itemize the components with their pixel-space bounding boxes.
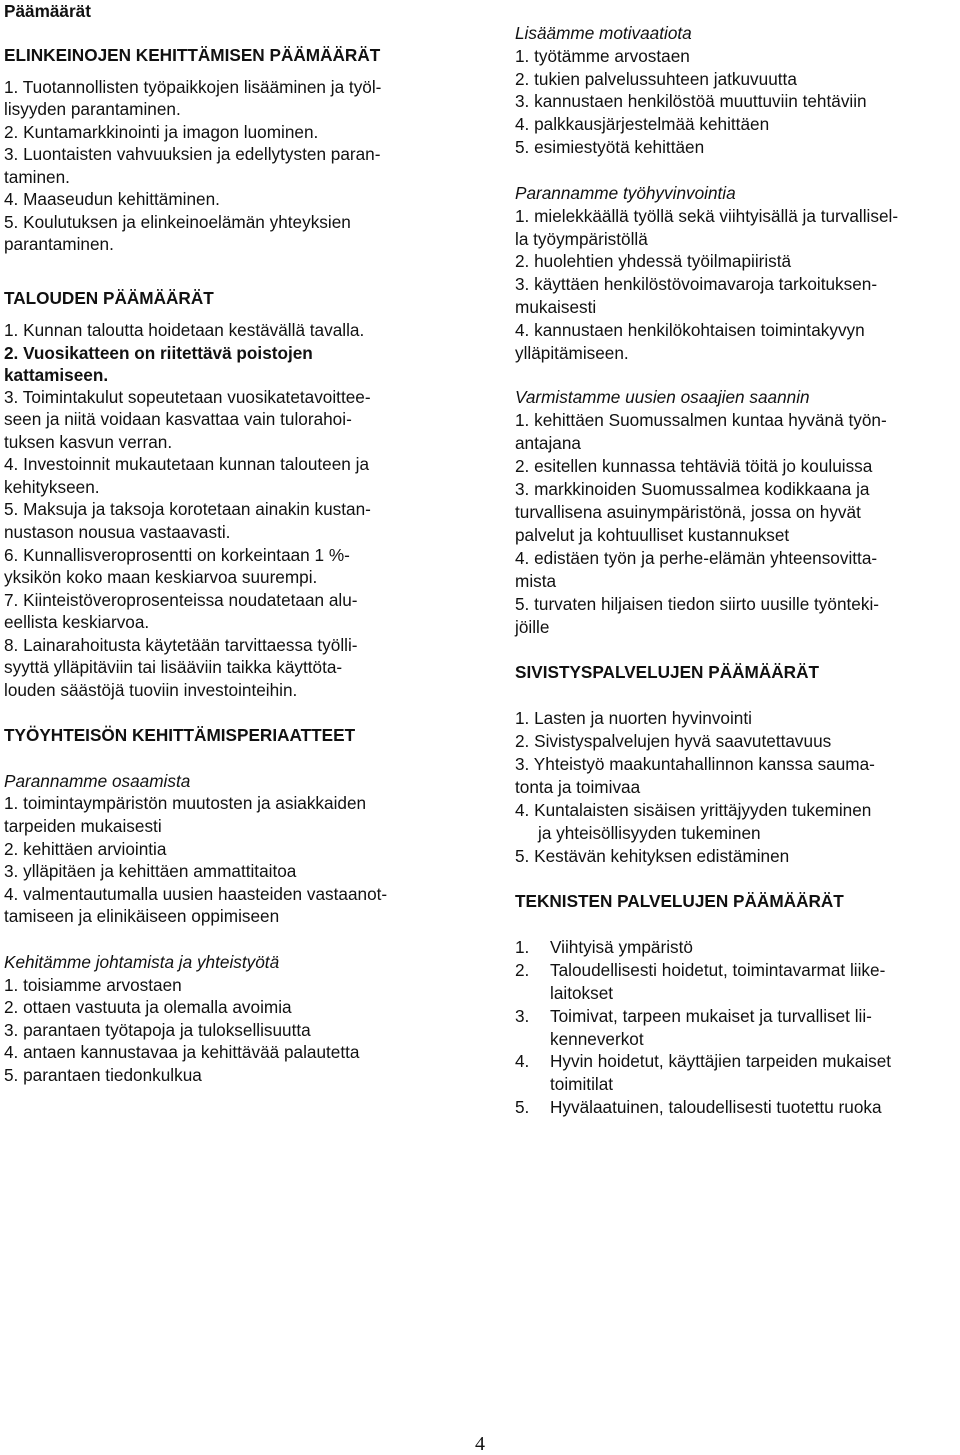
tekninen-item-text: Hyvin hoidetut, käyttäjien tarpeiden mukaiset [550,1051,892,1071]
johtaminen-line: 2. ottaen vastuuta ja olemalla avoimia [4,997,292,1017]
johtaminen-subheading: Kehitämme johtamista ja yhteistyötä [4,952,280,972]
saanti-line: palvelut ja kohtuulliset kustannukset [515,525,790,545]
sivistys-heading: SIVISTYSPALVELUJEN PÄÄMÄÄRÄT [515,662,819,682]
osaaminen-line: 3. ylläpitäen ja kehittäen ammattitaitoa [4,861,297,881]
motivaatio-line: 4. palkkausjärjestelmää kehittäen [515,114,770,134]
tekninen-item-text: Toimivat, tarpeen mukaiset ja turvalliset lii- [550,1006,872,1026]
elinkeino-heading: ELINKEINOJEN KEHITTÄMISEN PÄÄMÄÄRÄT [4,45,381,65]
talous-line: 1. Kunnan taloutta hoidetaan kestävällä tavalla. [4,320,365,340]
tekninen-item-number: 1. [515,937,530,957]
johtaminen-line: 5. parantaen tiedonkulkua [4,1065,202,1085]
saanti-line: 2. esitellen kunnassa tehtäviä töitä jo kouluissa [515,456,873,476]
tekninen-item-text: Viihtyisä ympäristö [550,937,693,957]
talous-heading: TALOUDEN PÄÄMÄÄRÄT [4,288,214,308]
talous-line: tuksen kasvun verran. [4,432,173,452]
tekninen-item-number: 3. [515,1006,530,1026]
talous-line: 3. Toimintakulut sopeutetaan vuosikatetavoittee- [4,387,371,407]
sivistys-line: 1. Lasten ja nuorten hyvinvointi [515,708,752,728]
motivaatio-line: 5. esimiestyötä kehittäen [515,137,705,157]
tekninen-item-number: 4. [515,1051,530,1071]
sivistys-line: 5. Kestävän kehityksen edistäminen [515,846,790,866]
sivistys-line: 2. Sivistyspalvelujen hyvä saavutettavuus [515,731,832,751]
hyvinvointi-line: 3. käyttäen henkilöstövoimavaroja tarkoituksen- [515,274,878,294]
tekninen-item-text: toimitilat [550,1074,614,1094]
talous-line: 5. Maksuja ja taksoja korotetaan ainakin kustan- [4,499,371,519]
osaaminen-line: tamiseen ja elinikäiseen oppimiseen [4,906,280,926]
talous-line: 7. Kiinteistöveroprosenteissa noudatetaan alu- [4,590,358,610]
hyvinvointi-subheading: Parannamme työhyvinvointia [515,183,736,203]
elinkeino-line: taminen. [4,167,70,187]
tekninen-item-text: laitokset [550,983,614,1003]
tekninen-item-text: Taloudellisesti hoidetut, toimintavarmat liike- [550,960,886,980]
talous-line: syyttä ylläpitäviin tai lisääviin taikka käyttöta- [4,657,343,677]
motivaatio-line: 3. kannustaen henkilöstöä muuttuviin tehtäviin [515,91,867,111]
talous-line: kehitykseen. [4,477,100,497]
page-title: Päämäärät [4,1,91,21]
tekninen-item-text: kenneverkot [550,1029,644,1049]
elinkeino-line: parantaminen. [4,234,114,254]
elinkeino-line: lisyyden parantaminen. [4,99,181,119]
osaaminen-line: 1. toimintaympäristön muutosten ja asiakkaiden [4,793,367,813]
sivistys-line: 3. Yhteistyö maakuntahallinnon kanssa sauma- [515,754,875,774]
saanti-line: jöille [515,617,550,637]
tekninen-heading: TEKNISTEN PALVELUJEN PÄÄMÄÄRÄT [515,891,844,911]
hyvinvointi-line: 1. mielekkäällä työllä sekä viihtyisällä ja turvallisel- [515,206,899,226]
talous-line: seen ja niitä voidaan kasvattaa vain tulorahoi- [4,409,352,429]
elinkeino-line: 1. Tuotannollisten työpaikkojen lisääminen ja työl- [4,77,382,97]
talous-line: kattamiseen. [4,365,109,385]
talous-line: 8. Lainarahoitusta käytetään tarvittaessa työlli- [4,635,358,655]
sivistys-line: tonta ja toimivaa [515,777,641,797]
osaaminen-line: 4. valmentautumalla uusien haasteiden vastaanot- [4,884,388,904]
saanti-line: mista [515,571,557,591]
talous-line: 4. Investoinnit mukautetaan kunnan talouteen ja [4,454,370,474]
sivistys-line: ja yhteisöllisyyden tukeminen [538,823,761,843]
tyoyhteiso-heading: TYÖYHTEISÖN KEHITTÄMISPERIAATTEET [4,725,356,745]
johtaminen-line: 3. parantaen työtapoja ja tuloksellisuutta [4,1020,311,1040]
saanti-line: 5. turvaten hiljaisen tiedon siirto uusille työnteki- [515,594,879,614]
osaaminen-line: tarpeiden mukaisesti [4,816,162,836]
talous-line: yksikön koko maan keskiarvoa suurempi. [4,567,318,587]
elinkeino-line: 3. Luontaisten vahvuuksien ja edellytysten paran- [4,144,381,164]
elinkeino-line: 5. Koulutuksen ja elinkeinoelämän yhteyksien [4,212,351,232]
sivistys-line: 4. Kuntalaisten sisäisen yrittäjyyden tukeminen [515,800,872,820]
saanti-line: antajana [515,433,581,453]
tekninen-item-text: Hyvälaatuinen, taloudellisesti tuotettu ruoka [550,1097,882,1117]
hyvinvointi-line: ylläpitämiseen. [515,343,629,363]
talous-line: louden säästöjä tuoviin investointeihin. [4,680,298,700]
saanti-line: 4. edistäen työn ja perhe-elämän yhteensovitta- [515,548,878,568]
saanti-line: 1. kehittäen Suomussalmen kuntaa hyvänä työn- [515,410,887,430]
hyvinvointi-line: la työympäristöllä [515,229,648,249]
motivaatio-subheading: Lisäämme motivaatiota [515,23,692,43]
johtaminen-line: 4. antaen kannustavaa ja kehittävää palautetta [4,1042,360,1062]
tekninen-item-number: 2. [515,960,530,980]
osaaminen-line: 2. kehittäen arviointia [4,839,167,859]
talous-line: 2. Vuosikatteen on riitettävä poistojen [4,343,313,363]
page-number: 4 [475,1433,485,1455]
hyvinvointi-line: 4. kannustaen henkilökohtaisen toimintakyvyn [515,320,865,340]
osaaminen-subheading: Parannamme osaamista [4,771,191,791]
saanti-line: 3. markkinoiden Suomussalmea kodikkaana ja [515,479,870,499]
tekninen-item-number: 5. [515,1097,530,1117]
talous-line: 6. Kunnallisveroprosentti on korkeintaan 1 %- [4,545,350,565]
hyvinvointi-line: mukaisesti [515,297,597,317]
hyvinvointi-line: 2. huolehtien yhdessä työilmapiiristä [515,251,792,271]
johtaminen-line: 1. toisiamme arvostaen [4,975,182,995]
saanti-line: turvallisena asuinympäristönä, jossa on hyvät [515,502,861,522]
elinkeino-line: 4. Maaseudun kehittäminen. [4,189,220,209]
motivaatio-line: 2. tukien palvelussuhteen jatkuvuutta [515,69,797,89]
saanti-subheading: Varmistamme uusien osaajien saannin [515,387,810,407]
talous-line: nustason nousua vastaavasti. [4,522,231,542]
talous-line: eellista keskiarvoa. [4,612,150,632]
elinkeino-line: 2. Kuntamarkkinointi ja imagon luominen. [4,122,319,142]
motivaatio-line: 1. työtämme arvostaen [515,46,690,66]
